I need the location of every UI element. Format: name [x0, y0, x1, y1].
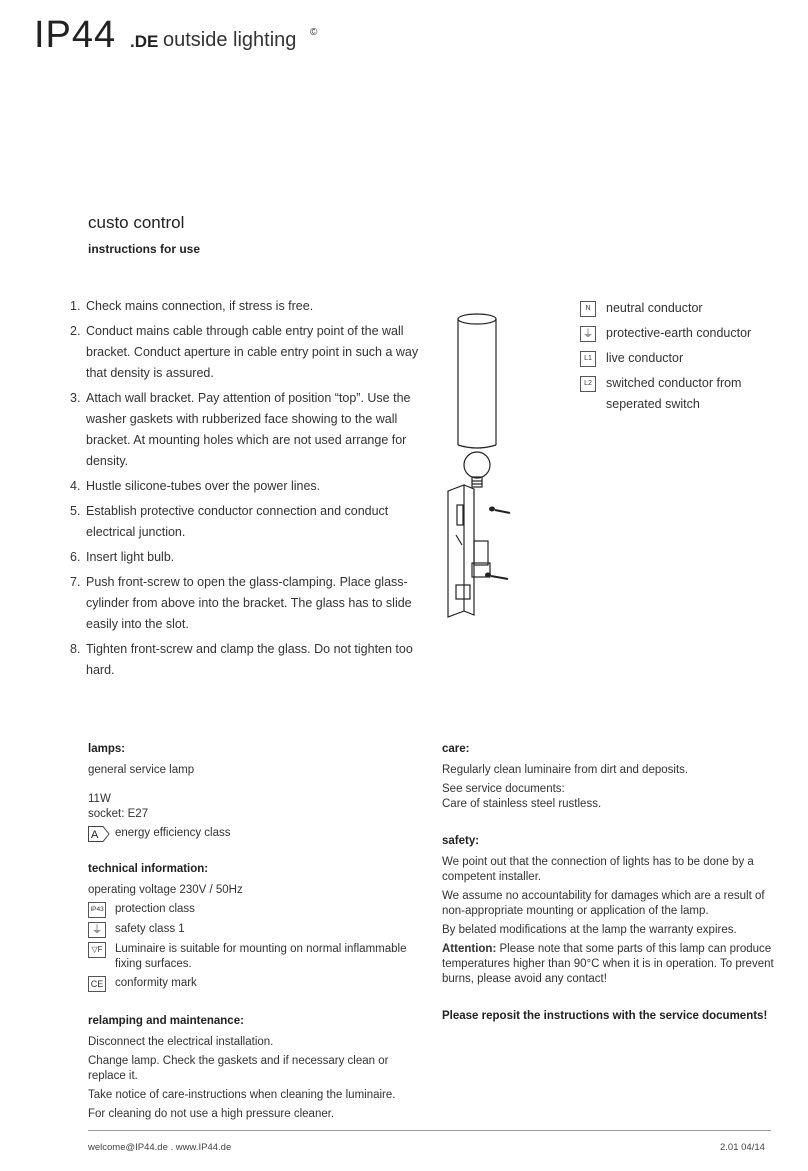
step-text: Hustle silicone-tubes over the power lines. — [86, 479, 321, 493]
care-line: Care of stainless steel rustless. — [442, 798, 602, 810]
footer-version: 2.01 04/14 — [720, 1142, 765, 1153]
live-icon: L1 — [580, 351, 596, 367]
step-item — [70, 501, 420, 543]
step-number: 7. — [70, 575, 81, 589]
care-line: Regularly clean luminaire from dirt and deposits. — [442, 764, 689, 776]
care-line: See service documents: — [442, 783, 565, 795]
legend-label: switched conductor from seperated switch — [606, 376, 742, 411]
step-number: 1. — [70, 299, 81, 313]
tech-item — [88, 942, 418, 972]
legend-label: neutral conductor — [606, 301, 703, 315]
lamp-wattage: 11W — [88, 793, 111, 805]
step-number: 2. — [70, 324, 81, 338]
energy-class-icon — [88, 826, 110, 842]
safety-line: We assume no accountability for damages which are a result of non-appropriate mounting or application of the lamp. — [442, 890, 765, 917]
step-item — [70, 639, 420, 681]
tech-label: conformity mark — [115, 977, 197, 989]
attention-label: Attention: — [442, 943, 497, 955]
page-subtitle: instructions for use — [88, 242, 201, 256]
step-number: 5. — [70, 504, 81, 518]
step-text: Conduct mains cable through cable entry point of the wall bracket. Conduct aperture in cable entry point in such a way that density is assured. — [86, 324, 419, 380]
logo-copyright: © — [310, 27, 318, 38]
svg-text:A: A — [91, 829, 99, 841]
earth-icon: ⏚ — [580, 326, 596, 342]
relamping-line: Take notice of care-instructions when cleaning the luminaire. — [88, 1089, 396, 1101]
instruction-steps — [70, 296, 420, 685]
safety-class-icon: ⏚ — [88, 922, 106, 938]
step-number: 6. — [70, 550, 81, 564]
lamps-heading: lamps: — [88, 743, 126, 755]
tech-label: safety class 1 — [115, 923, 185, 935]
attention-paragraph — [442, 942, 777, 987]
step-item — [70, 572, 420, 635]
f-mark-icon: ▽F — [88, 942, 106, 958]
attention-text: Please note that some parts of this lamp can produce temperatures higher than 90°C when it is in operation. To prevent burns, please avoid any contact! — [442, 943, 774, 985]
step-text: Insert light bulb. — [86, 550, 175, 564]
logo-tagline: outside lighting — [163, 29, 297, 51]
step-item — [70, 476, 420, 497]
legend-item — [578, 323, 798, 344]
reposit-notice: Please reposit the instructions with the service documents! — [442, 1010, 768, 1022]
step-text: Tighten front-screw and clamp the glass. Do not tighten too hard. — [86, 642, 413, 677]
safety-line: We point out that the connection of lights has to be done by a competent installer. — [442, 856, 754, 883]
relamping-line: Disconnect the electrical installation. — [88, 1036, 274, 1048]
step-number: 3. — [70, 391, 81, 405]
step-text: Push front-screw to open the glass-clamping. Place glass-cylinder from above into the bracket. The glass has to slide easily into the slot. — [86, 575, 412, 631]
footer-divider — [88, 1130, 771, 1131]
step-text: Establish protective conductor connection and conduct electrical junction. — [86, 504, 389, 539]
legend-label: protective-earth conductor — [606, 326, 752, 340]
tech-item — [88, 976, 418, 992]
legend-item — [578, 348, 798, 369]
page-title: custo control — [88, 213, 185, 232]
ce-mark-icon: CE — [88, 976, 106, 992]
step-item — [70, 296, 420, 317]
step-item — [70, 388, 420, 472]
logo-domain: .DE — [130, 32, 159, 51]
step-number: 8. — [70, 642, 81, 656]
neutral-icon: N — [580, 301, 596, 317]
tech-label: Luminaire is suitable for mounting on normal inflammable fixing surfaces. — [115, 943, 407, 970]
legend-item — [578, 298, 798, 319]
lamp-assembly-illustration — [440, 305, 520, 625]
technical-heading: technical information: — [88, 863, 209, 875]
relamping-line: Change lamp. Check the gaskets and if necessary clean or replace it. — [88, 1055, 389, 1082]
light-bulb — [464, 452, 490, 478]
relamping-heading: relamping and maintenance: — [88, 1015, 244, 1027]
footer-contact: welcome@IP44.de . www.IP44.de — [88, 1142, 232, 1153]
legend-item — [578, 373, 798, 415]
safety-heading: safety: — [442, 835, 480, 847]
energy-class-label: energy efficiency class — [115, 827, 231, 839]
ip43-icon: IP43 — [88, 902, 106, 918]
step-item — [70, 321, 420, 384]
tech-label: protection class — [115, 903, 195, 915]
step-item — [70, 547, 420, 568]
logo-wordmark: IP44 — [34, 14, 117, 56]
left-info-column — [88, 742, 418, 1126]
energy-class-row — [88, 826, 418, 842]
right-info-column — [442, 742, 777, 1028]
legend-label: live conductor — [606, 351, 684, 365]
step-text: Check mains connection, if stress is free. — [86, 299, 314, 313]
operating-voltage: operating voltage 230V / 50Hz — [88, 884, 243, 896]
tech-item — [88, 922, 418, 938]
conductor-legend — [578, 298, 798, 419]
glass-cylinder-top — [458, 314, 496, 324]
lamp-type: general service lamp — [88, 764, 195, 776]
step-number: 4. — [70, 479, 81, 493]
relamping-line: For cleaning do not use a high pressure cleaner. — [88, 1108, 335, 1120]
switched-icon: L2 — [580, 376, 596, 392]
care-heading: care: — [442, 743, 470, 755]
tech-item — [88, 902, 418, 918]
lamp-socket: socket: E27 — [88, 808, 149, 820]
step-text: Attach wall bracket. Pay attention of position “top”. Use the washer gaskets with rubberized face showing to the wall bracket. At mounting holes which are not used arrange for density. — [86, 391, 411, 468]
safety-line: By belated modifications at the lamp the warranty expires. — [442, 924, 737, 936]
